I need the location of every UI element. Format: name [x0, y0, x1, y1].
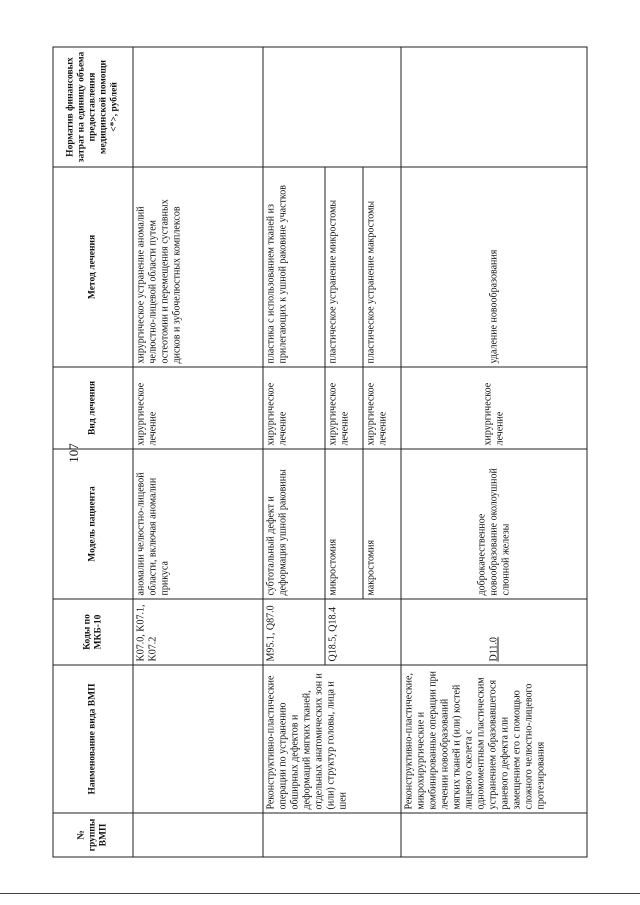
header-treatment-method: Метод лечения	[53, 167, 133, 367]
cell-patient-model: аномалии челюстно-лицевой области, включая аномалии прикуса	[133, 449, 263, 599]
header-vmp-name: Наименование вида ВМП	[53, 665, 133, 813]
cell-treatment-method: хирургическое устранение аномалий челюстно-лицевой области путем остеотомии и перемещения суставных дисков и зубочелюстных комплексов	[133, 167, 263, 367]
cell-cost-norm	[133, 47, 263, 167]
vmp-table	[53, 46, 588, 857]
header-patient-model: Модель пациента	[53, 449, 133, 599]
cell-group-no	[263, 813, 401, 857]
header-icd-codes: Коды по МКБ-10	[53, 599, 133, 665]
cell-patient-model: субтотальный дефект и деформация ушной раковины	[263, 449, 325, 599]
cell-group-no	[401, 813, 587, 857]
cell-patient-model: микростомия	[325, 449, 363, 599]
table-row	[401, 47, 587, 857]
cell-icd-codes: D11.0	[488, 636, 499, 661]
cell-cost-norm	[401, 47, 587, 167]
cell-vmp-name: Реконструктивно-пластические операции по устранению обширных дефектов и деформаций мягких тканей, отдельных анатомических зон и (или) структур головы, лица и шеи	[263, 665, 401, 813]
rotated-page-content	[53, 47, 588, 857]
cell-treatment-method: пластическое устранение макростомы	[363, 167, 401, 367]
cell-icd-codes: Q18.5, Q18.4	[325, 599, 401, 665]
table-row	[263, 47, 325, 857]
cell-treatment-type: хирургическое лечение	[133, 367, 263, 449]
cell-icd-codes: K07.0, K07.1, K07.2	[133, 599, 263, 665]
cell-icd-codes: M95.1, Q87.0	[263, 599, 325, 665]
cell-icd-codes-wrap	[401, 599, 587, 665]
table-row	[133, 47, 263, 857]
table-header-row	[53, 47, 133, 857]
cell-patient-model: доброкачественное новообразование околоушной слюнной железы	[401, 449, 587, 599]
footer-rule	[0, 893, 640, 894]
cell-treatment-method: пластика с использованием тканей из прилегающих к ушной раковине участков	[263, 167, 325, 367]
header-treatment-type: Вид лечения	[53, 367, 133, 449]
cell-vmp-name: Реконструктивно-пластические, микрохирургические и комбинированные операции при лечении новообразований мягких тканей и (или) костей лицевого скелета с одномоментным пластическим устранением образовавшегося раневого дефекта или замещением его с помощью сложного челюстно-лицевого протезирования	[401, 665, 587, 813]
cell-patient-model: макростомия	[363, 449, 401, 599]
cell-treatment-type: хирургическое лечение	[325, 367, 363, 449]
cell-group-no	[133, 813, 263, 857]
page-number: 107	[66, 443, 81, 463]
cell-treatment-method: удаление новообразования	[401, 167, 587, 367]
cell-treatment-type: хирургическое лечение	[401, 367, 587, 449]
cell-vmp-name	[133, 665, 263, 813]
cell-treatment-type: хирургическое лечение	[363, 367, 401, 449]
header-group-no: № группы ВМП	[53, 813, 133, 857]
cell-treatment-method: пластическое устранение микростомы	[325, 167, 363, 367]
cell-cost-norm	[263, 47, 401, 167]
cell-treatment-type: хирургическое лечение	[263, 367, 325, 449]
header-cost-norm: Норматив финансовых затрат на единицу объема предоставления медицинской помощи <*>, рублей	[53, 47, 133, 167]
